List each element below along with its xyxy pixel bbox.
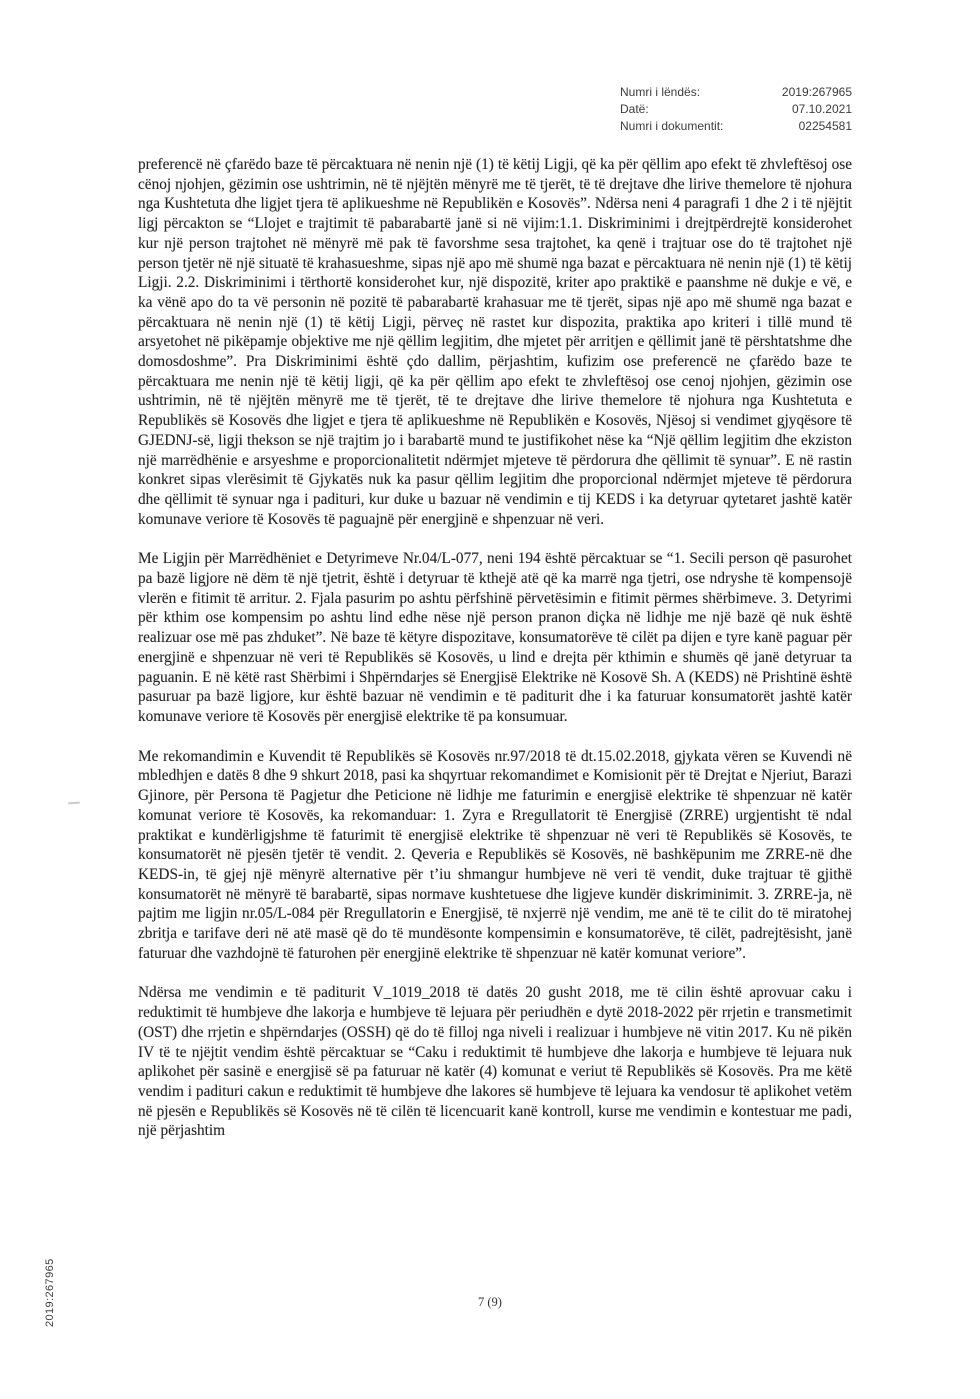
meta-row-case-number xyxy=(620,84,852,101)
document-number-label: Numri i dokumentit: xyxy=(620,119,724,133)
page-number: 7 (9) xyxy=(478,1295,502,1309)
meta-row-document-number xyxy=(620,118,852,135)
case-number-value: 2019:267965 xyxy=(781,85,852,99)
document-number-value: 02254581 xyxy=(798,119,852,133)
paragraph-discrimination-definition: preferencë në çfarëdo baze të përcaktuara në nenin një (1) të këtij Ligji, që ka për qëllim apo efekt të zhvleftësoj ose cënoj njohjen, gëzimin ose ushtrimin, në të njëjtën mënyrë me të tjerët, të të drejtave dhe lirive themelore të njohura nga Kushtetuta dhe ligjet tjera të aplikueshme në Republikën e Kosovës”. Ndërsa neni 4 paragrafi 1 dhe 2 i të njëjtit ligj përcakton se “Llojet e trajtimit të pabarabartë janë si në vijim:1.1. Diskriminimi i drejtpërdrejtë konsiderohet kur një person trajtohet në mënyrë më pak të favorshme sesa trajtohet, ka qenë i trajtuar ose do të trajtohet një person tjetër në një situatë të krahasueshme, sipas një apo më shumë nga bazat e përcaktuara në nenin një (1) të këtij Ligji. 2.2. Diskriminimi i tërthortë konsiderohet kur, një dispozitë, kriter apo praktikë e paanshme në dukje e vë, e ka vënë apo do ta vë personin në pozitë të pabarabartë krahasuar me të tjerët, sipas një apo më shumë nga bazat e përcaktuara në nenin një (1) të këtij Ligji, përveç në rastet kur dispozita, praktika apo kriteri i tillë mund të arsyetohet në pikëpamje objektive me një qëllim legjitim, dhe mjetet për arritjen e qëllimit janë të përshtatshme dhe domosdoshme”. Pra Diskriminimi është çdo dallim, përjashtim, kufizim ose preferencë ne çfarëdo baze te përcaktuara me nenin një të këtij ligji, që ka për qëllim apo efekt te zhvleftësoj ose cenoj njohjen, gëzimin ose ushtrimin, në të njëjtën mënyrë me të tjerët, të te drejtave dhe lirive themelore të njohura nga Kushtetuta e Republikës së Kosovës dhe ligjet e tjera të aplikueshme në Republikën e Kosovës, Njësoj si vendimet gjyqësore të GJEDNJ-së, ligji thekson se një trajtim jo i barabartë mund te justifikohet nëse ka “Një qëllim legjitim dhe ekziston një marrëdhënie e arsyeshme e proporcionalitetit ndërmjet mjeteve të përdorura dhe qëllimit të synuar”. E në rastin konkret sipas vlerësimit të Gjykatës nuk ka pasur qëllim legjitim dhe proporcional ndërmjet mjeteve të përdorura dhe qëllimit të synuar nga i padituri, kur duke u bazuar në vendimin e tij KEDS i ka detyruar qytetaret jashtë katër komunave veriore të Kosovës të paguajnë për energjinë e shpenzuar në veri. xyxy=(138,156,852,528)
date-value: 07.10.2021 xyxy=(791,102,852,116)
scan-artifact-mark xyxy=(68,802,80,805)
date-label: Datë: xyxy=(620,102,649,116)
document-meta-block xyxy=(620,84,852,135)
vertical-case-number: 2019:267965 xyxy=(44,1258,56,1327)
paragraph-defendant-decision: Ndërsa me vendimin e të paditurit V_1019_2018 të datës 20 gusht 2018, me të cilin është aprovuar caku i reduktimit të humbjeve dhe lakorja e humbjeve të lejuara për periudhën e dytë 2018-2022 për rrjetin e transmetimit (OST) dhe rrjetin e shpërndarjes (OSSH) që do të filloj nga niveli i realizuar i humbjeve në vitin 2017. Ku në pikën IV të te njëjtit vendim është përcaktuar se “Caku i reduktimit të humbjeve dhe lakorja e humbjeve të lejuara nuk aplikohet për sasinë e energjisë së pa faturuar në katër (4) komunat e veriut të Republikës së Kosovës. Pra me këtë vendim i padituri cakun e reduktimit të humbjeve dhe lakores së humbjeve të lejuara ka vendosur të aplikohet vetëm në pjesën e Republikës së Kosovës në të cilën të licencuarit kanë kontroll, kurse me vendimin e kontestuar me padi, një përjashtim xyxy=(138,984,852,1140)
paragraph-assembly-recommendation: Me rekomandimin e Kuvendit të Republikës së Kosovës nr.97/2018 të dt.15.02.2018, gjykata vëren se Kuvendi në mbledhjen e datës 8 dhe 9 shkurt 2018, pasi ka shqyrtuar rekomandimet e Komisionit për të Drejtat e Njeriut, Barazi Gjinore, për Persona të Pagjetur dhe Peticione në lidhje me faturimin e energjisë elektrike të shpenzuar në katër komunat veriore të Kosovës, ka rekomanduar: 1. Zyra e Rregullatorit të Energjisë (ZRRE) urgjentisht të ndal praktikat e kundërligjshme të faturimit të energjisë elektrike të shpenzuar në veri të Republikës së Kosovës, te konsumatorët në pjesën tjetër të vendit. 2. Qeveria e Republikës së Kosovës, në bashkëpunim me ZRRE-në dhe KEDS-in, të gjej një mënyrë alternative për t’iu shmangur humbjeve në veri të vendit, duke trajtuar të gjithë konsumatorët në mënyrë të barabartë, sipas normave kushtetuese dhe ligjeve kundër diskriminimit. 3. ZRRE-ja, në pajtim me ligjin nr.05/L-084 për Rregullatorin e Energjisë, të nxjerrë një vendim, me anë të te cilit do të miratohej zbritja e tarifave deri në atë masë që do të mundësonte kompensimin e konsumatorëve, të cilët, padrejtësisht, janë faturuar dhe vazhdojnë të faturohen për energjinë elektrike të shpenzuar në katër komunat veriore”. xyxy=(138,747,852,962)
case-number-label: Numri i lëndës: xyxy=(620,85,701,99)
document-body xyxy=(138,155,852,1161)
meta-row-date xyxy=(620,101,852,118)
paragraph-obligations-law: Me Ligjin për Marrëdhëniet e Detyrimeve Nr.04/L-077, neni 194 është përcaktuar se “1. Secili person që pasurohet pa bazë ligjore në dëm të një tjetrit, është i detyruar të kthejë atë që ka marrë nga tjetri, ose ndryshe të kompensojë vlerën e fitimit të arritur. 2. Fjala pasurim po ashtu përfshinë përvetësimin e fitimit përmes shërbimeve. 3. Detyrimi për kthim ose kompensim po ashtu lind edhe nëse një person pranon diçka në lidhje me një bazë që nuk është realizuar ose më pas zhduket”. Në baze të këtyre dispozitave, konsumatorëve të cilët pa dijen e tyre kanë paguar për energjinë e shpenzuar në veri të Republikës së Kosovës, u lind e drejta për kthimin e shumës që janë detyruar ta paguanin. E në këtë rast Shërbimi i Shpërndarjes së Energjisë Elektrike në Kosovë Sh. A (KEDS) në Prishtinë është pasuruar pa bazë ligjore, kur është bazuar në vendimin e të paditurit dhe i ka faturuar konsumatorët jashtë katër komunave veriore të Kosovës për energjisë elektrike të pa konsumuar. xyxy=(138,550,852,725)
